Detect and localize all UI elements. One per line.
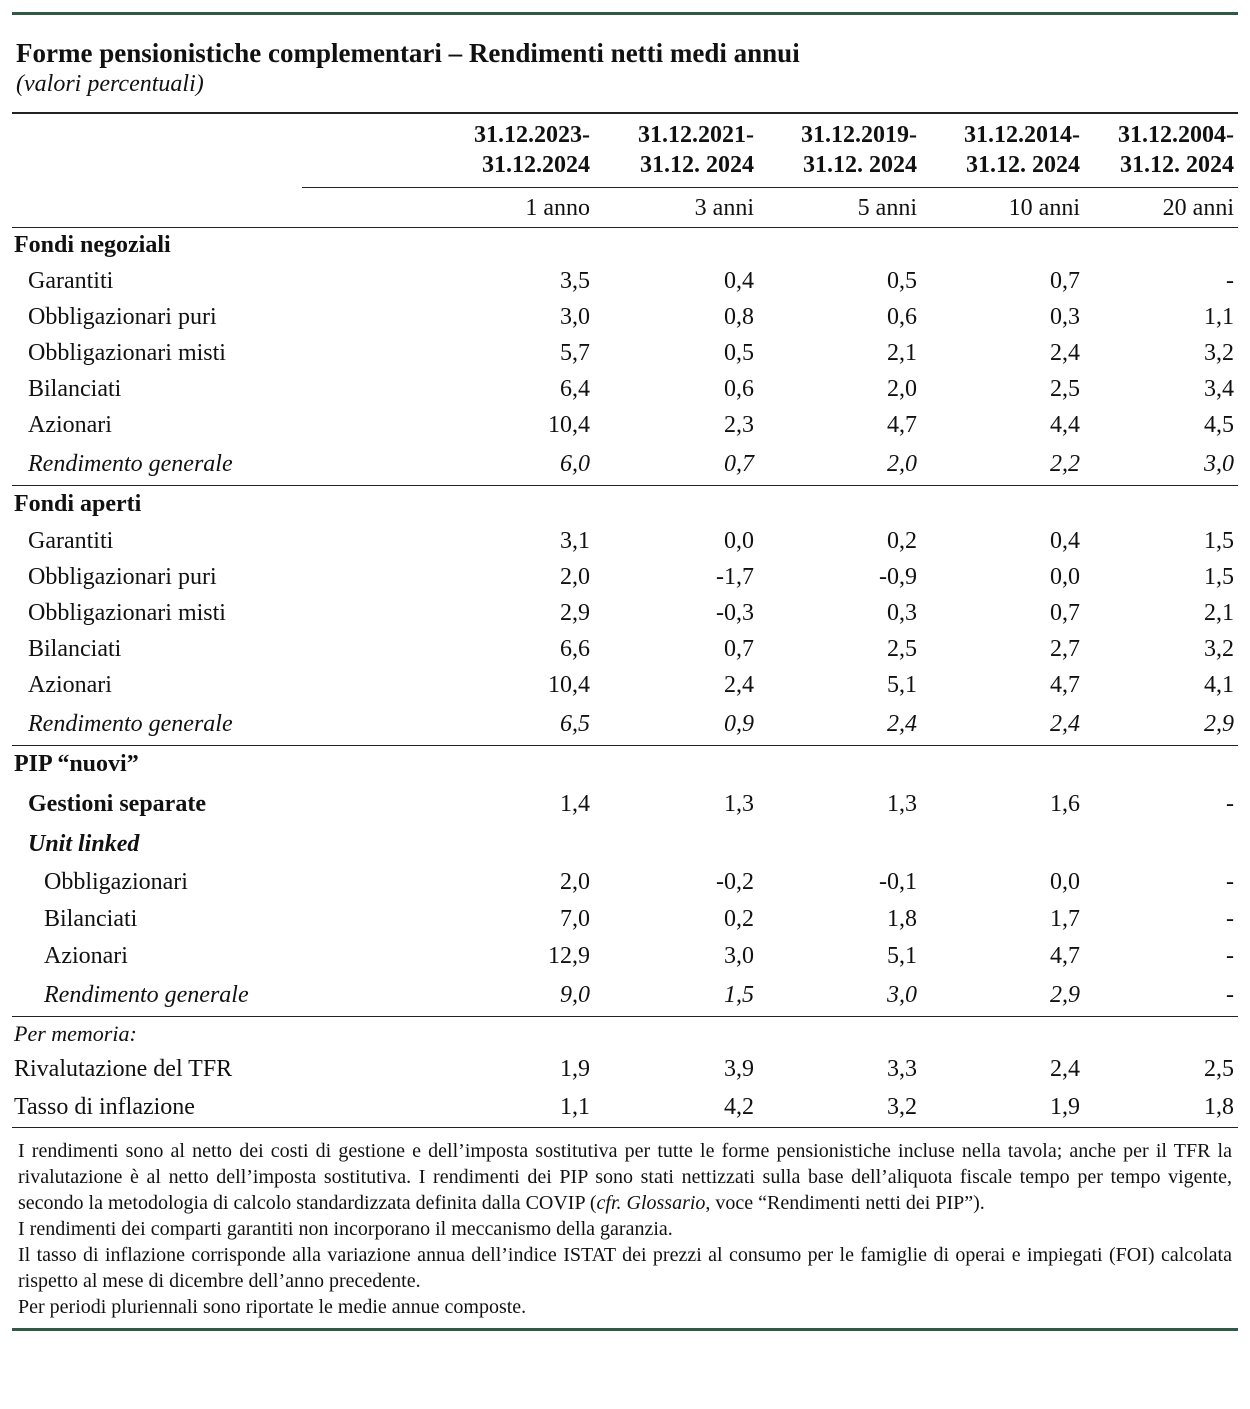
col-span-4: 10 anni [921, 188, 1084, 228]
note-4: Per periodi pluriennali sono riportate le medie annue composte. [18, 1296, 527, 1318]
col-period-4: 31.12.2014- 31.12. 2024 [964, 122, 1080, 179]
returns-table [12, 114, 1238, 1127]
col-span-3: 5 anni [758, 188, 921, 228]
page-title: Forme pensionistiche complementari – Rendimenti netti medi annui [16, 38, 800, 68]
header-span-row [12, 188, 1238, 228]
section-pip-nuovi: PIP “nuovi” [12, 746, 1238, 784]
table-row: Tasso di inflazione 1,1 4,2 3,2 1,9 1,8 [14, 1094, 1234, 1120]
top-rule [12, 12, 1238, 15]
col-span-1: 1 anno [302, 188, 594, 228]
total-row: Rendimento generale 6,0 0,7 2,0 2,2 3,0 [28, 450, 1234, 477]
table-row: Obbligazionari 2,0 -0,2 -0,1 0,0 - [44, 868, 1234, 895]
section-fondi-negoziali: Fondi negoziali [12, 228, 1238, 264]
bottom-rule [12, 1328, 1238, 1331]
total-row: Rendimento generale 9,0 1,5 3,0 2,9 - [44, 981, 1234, 1008]
header-dates-row [12, 114, 1238, 188]
col-period-1: 31.12.2023- 31.12.2024 [474, 122, 590, 179]
gestioni-separate-row: Gestioni separate 1,4 1,3 1,3 1,6 - [28, 791, 1234, 817]
col-period-5: 31.12.2004- 31.12. 2024 [1118, 122, 1234, 179]
page-subtitle: (valori percentuali) [16, 71, 204, 97]
table-row: Obbligazionari puri 3,0 0,8 0,6 0,3 1,1 [28, 304, 1234, 330]
table-row: Bilanciati 7,0 0,2 1,8 1,7 - [44, 905, 1234, 932]
note-2: I rendimenti dei comparti garantiti non incorporano il meccanismo della garanzia. [18, 1218, 673, 1240]
col-span-2: 3 anni [594, 188, 758, 228]
col-period-2: 31.12.2021- 31.12. 2024 [638, 122, 754, 179]
memo-heading: Per memoria: [12, 1017, 1238, 1051]
table-row: Bilanciati 6,4 0,6 2,0 2,5 3,4 [28, 376, 1234, 402]
note-1: I rendimenti sono al netto dei costi di gestione e dell’imposta sostitutiva per tutte le forme pensionistiche incluse nella tavola; anche per il TFR la rivalutazione è al netto dell’imposta sostitutiva. I rendimenti dei PIP sono stati nettizzati sulla base dell’aliquota fiscale tempo per tempo vigente, secondo la metodologia di calcolo standardizzata definita dalla COVIP (cfr. Glossario, voce “Rendimenti netti dei PIP”). [18, 1140, 1232, 1214]
table-row: Azionari 12,9 3,0 5,1 4,7 - [44, 942, 1234, 969]
table-row: Obbligazionari puri 2,0 -1,7 -0,9 0,0 1,5 [28, 564, 1234, 590]
section-fondi-aperti: Fondi aperti [12, 486, 1238, 524]
col-period-3: 31.12.2019- 31.12. 2024 [801, 122, 917, 179]
note-3: Il tasso di inflazione corrisponde alla variazione annua dell’indice ISTAT dei prezzi al consumo per le famiglie di operai e impiegati (FOI) calcolata rispetto al mese di dicembre dell’anno precedente. [18, 1244, 1232, 1292]
footnotes [12, 1128, 1238, 1328]
table-row: Azionari 10,4 2,4 5,1 4,7 4,1 [28, 672, 1234, 698]
table-row: Bilanciati 6,6 0,7 2,5 2,7 3,2 [28, 636, 1234, 662]
table-row: Garantiti 3,1 0,0 0,2 0,4 1,5 [28, 528, 1234, 554]
table-row: Obbligazionari misti 5,7 0,5 2,1 2,4 3,2 [28, 340, 1234, 366]
col-span-5: 20 anni [1084, 188, 1238, 228]
table-row: Garantiti 3,5 0,4 0,5 0,7 - [28, 268, 1234, 294]
table-frame [12, 12, 1238, 1331]
total-row: Rendimento generale 6,5 0,9 2,4 2,4 2,9 [28, 710, 1234, 737]
unit-linked-heading: Unit linked [28, 831, 140, 857]
table-row: Obbligazionari misti 2,9 -0,3 0,3 0,7 2,1 [28, 600, 1234, 626]
table-row: Azionari 10,4 2,3 4,7 4,4 4,5 [28, 412, 1234, 438]
table-row: Rivalutazione del TFR 1,9 3,9 3,3 2,4 2,5 [14, 1056, 1234, 1082]
